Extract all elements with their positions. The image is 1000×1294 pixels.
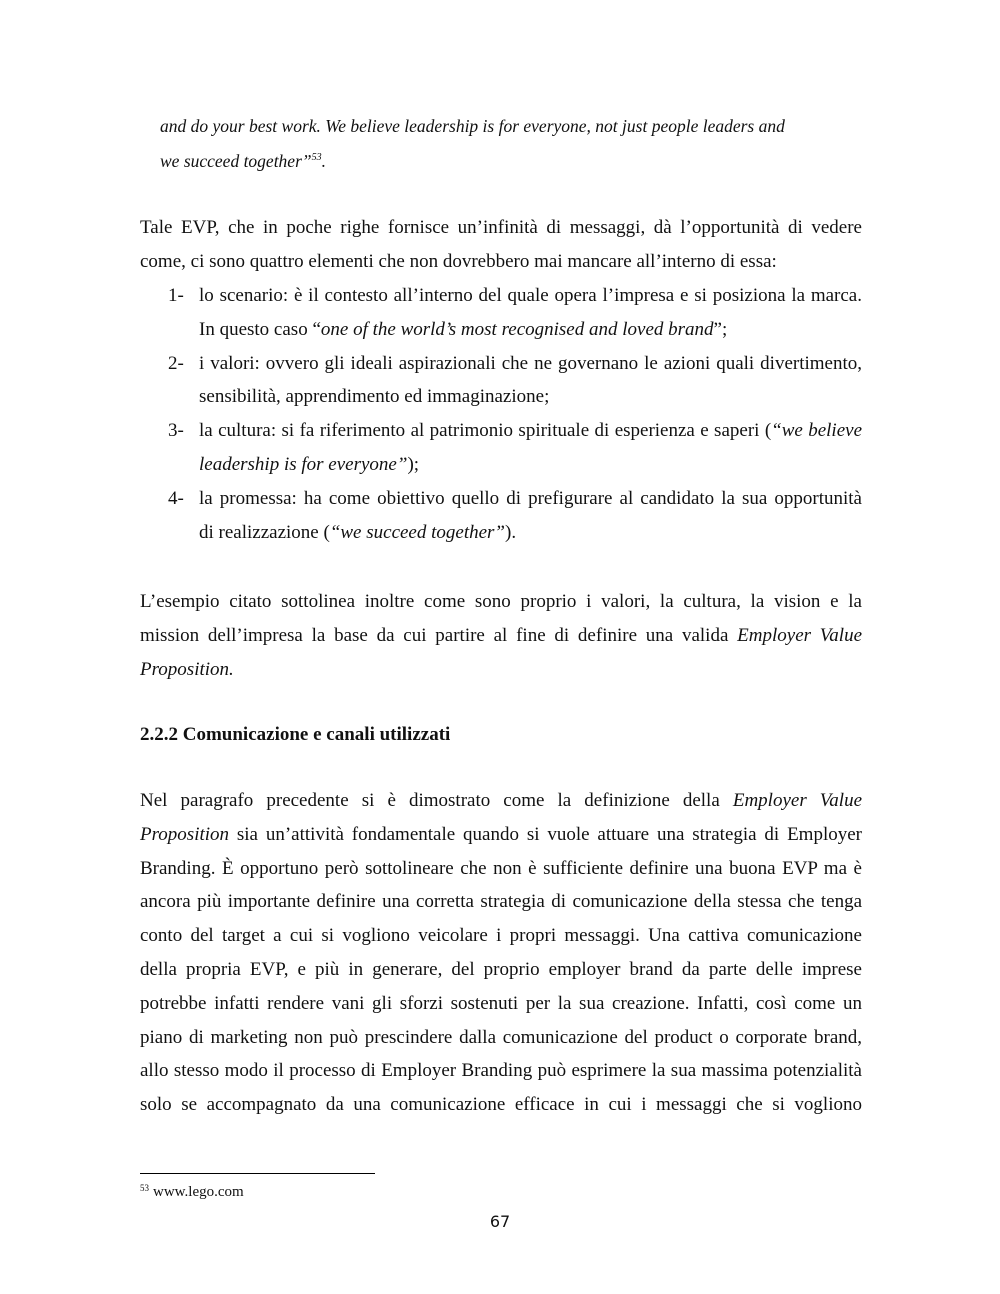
paragraph-italic-text: Proposition. bbox=[140, 658, 234, 680]
paragraph-line bbox=[140, 818, 862, 852]
paragraph-text: Nel paragrafo precedente si è dimostrato come la definizione della bbox=[140, 790, 733, 811]
list-item bbox=[140, 414, 862, 482]
footnote-text[interactable]: www.lego.com bbox=[153, 1184, 244, 1200]
paragraph-italic-text: Employer Value bbox=[732, 790, 862, 811]
list-text: la cultura: si fa riferimento al patrimonio spirituale di esperienza e saperi ( bbox=[199, 420, 772, 442]
paragraph-text: sia un’attività fondamentale quando si vuole attuare una strategia di Employer bbox=[229, 823, 862, 845]
list-number: 3- bbox=[168, 420, 184, 442]
paragraph-line: potrebbe infatti rendere vani gli sforzi sostenuti per la sua creazione. Infatti, così come un bbox=[140, 992, 862, 1014]
paragraph-line: piano di marketing non può prescindere dalla comunicazione del product o corporate brand, bbox=[140, 1026, 862, 1048]
list-item bbox=[140, 279, 862, 347]
list-number: 4- bbox=[168, 487, 184, 509]
list-line bbox=[199, 414, 862, 448]
block-quote bbox=[160, 111, 860, 177]
paragraph-line: L’esempio citato sottolinea inoltre come sono proprio i valori, la cultura, la vision e la bbox=[140, 591, 862, 612]
numbered-list bbox=[140, 279, 862, 549]
paragraph-text: mission dell’impresa la base da cui partire al fine di definire una valida bbox=[140, 624, 738, 646]
paragraph-italic-text: Proposition bbox=[140, 823, 230, 845]
paragraph-example bbox=[140, 585, 862, 686]
list-number: 1- bbox=[168, 285, 184, 306]
list-line bbox=[199, 313, 862, 347]
quote-text: we succeed together” bbox=[160, 150, 312, 171]
list-number: 2- bbox=[168, 352, 184, 374]
section-heading: 2.2.2 Comunicazione e canali utilizzati bbox=[140, 724, 451, 745]
list-italic-text: leadership is for everyone” bbox=[199, 453, 408, 475]
paragraph-line: della propria EVP, e più in generare, del proprio employer brand da parte delle imprese bbox=[140, 958, 862, 980]
paragraph-body bbox=[140, 784, 862, 1122]
paragraph-line bbox=[140, 784, 862, 818]
paragraph-line: conto del target a cui si vogliono veicolare i propri messaggi. Una cattiva comunicazione bbox=[140, 925, 862, 947]
list-text: ); bbox=[407, 453, 420, 475]
paragraph-line: Branding. È opportuno però sottolineare che non è sufficiente definire una buona EVP ma è bbox=[140, 857, 862, 879]
list-item bbox=[140, 347, 862, 415]
footnote-number: 53 bbox=[140, 1183, 149, 1193]
paragraph-line: solo se accompagnato da una comunicazione efficace in cui i messaggi che si vogliono bbox=[140, 1094, 862, 1116]
paragraph-intro bbox=[140, 211, 862, 279]
footnote bbox=[140, 1183, 244, 1201]
list-line: i valori: ovvero gli ideali aspirazionali che ne governano le azioni quali divertimento, bbox=[199, 352, 862, 374]
paragraph-line: come, ci sono quattro elementi che non dovrebbero mai mancare all’interno di essa: bbox=[140, 250, 777, 272]
paragraph-line: Tale EVP, che in poche righe fornisce un’infinità di messaggi, dà l’opportunità di vedere bbox=[140, 217, 862, 238]
footnote-divider bbox=[140, 1173, 375, 1174]
list-line: sensibilità, apprendimento ed immaginazione; bbox=[199, 386, 550, 408]
paragraph-line: allo stesso modo il processo di Employer Branding può esprimere la sua massima potenzialità bbox=[140, 1060, 862, 1082]
quote-line: and do your best work. We believe leadership is for everyone, not just people leaders and bbox=[160, 116, 785, 136]
list-text: In questo caso “ bbox=[199, 318, 321, 340]
list-line: la promessa: ha come obiettivo quello di prefigurare al candidato la sua opportunità bbox=[199, 487, 862, 509]
list-italic-text: one of the world’s most recognised and loved brand bbox=[320, 318, 714, 340]
list-text: di realizzazione ( bbox=[199, 521, 330, 543]
quote-line bbox=[160, 142, 860, 177]
list-line bbox=[199, 516, 862, 550]
list-text: ). bbox=[505, 521, 517, 543]
list-line: lo scenario: è il contesto all’interno del quale opera l’impresa e si posiziona la marca. bbox=[199, 285, 862, 306]
footnote-ref[interactable]: 53 bbox=[311, 152, 322, 163]
list-italic-text: “we believe bbox=[771, 420, 863, 442]
paragraph-line bbox=[140, 619, 862, 653]
quote-end: . bbox=[321, 150, 326, 171]
list-text: ”; bbox=[713, 318, 728, 340]
list-italic-text: “we succeed together” bbox=[329, 521, 505, 543]
paragraph-line bbox=[140, 653, 862, 687]
paragraph-line: ancora più importante definire una corretta strategia di comunicazione della stessa che tenga bbox=[140, 891, 862, 913]
list-item bbox=[140, 482, 862, 550]
paragraph-italic-text: Employer Value bbox=[737, 624, 863, 646]
list-line bbox=[199, 448, 862, 482]
page-number: 67 bbox=[489, 1212, 511, 1231]
